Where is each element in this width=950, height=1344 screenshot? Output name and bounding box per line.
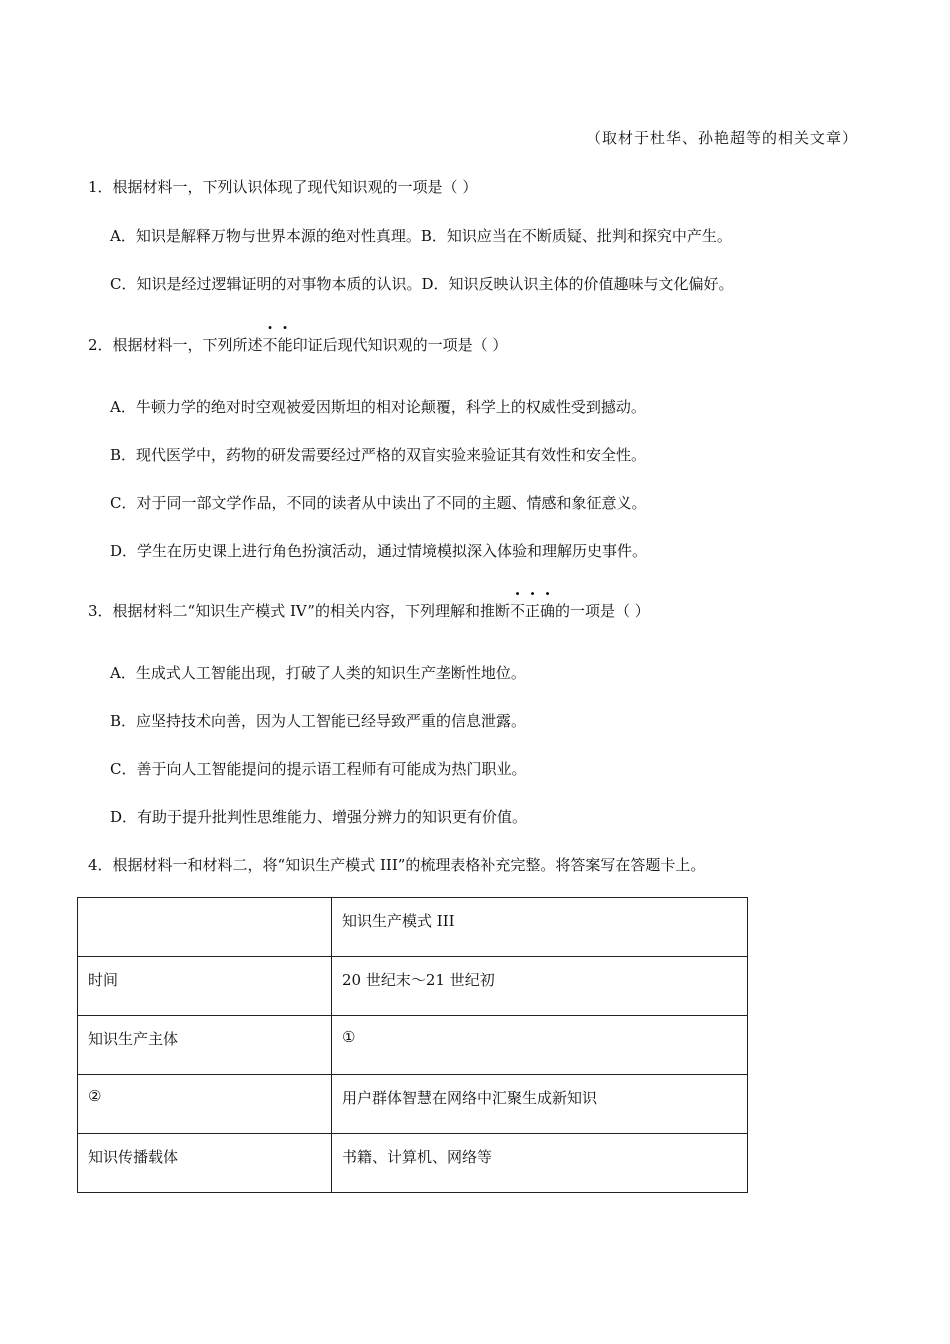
question-2-stem-after: 印证后现代知识观的一项是（ ） [292, 336, 508, 354]
table-cell: 书籍、计算机、网络等 [332, 1134, 748, 1193]
table-cell [78, 898, 332, 957]
question-3-option-d: D．有助于提升批判性思维能力、增强分辨力的知识更有价值。 [110, 808, 528, 826]
question-4-stem: 4．根据材料一和材料二，将“知识生产模式 III”的梳理表格补充完整。将答案写在答题卡上。 [88, 856, 706, 874]
question-3-stem-before: 3．根据材料二“知识生产模式 IV”的相关内容，下列理解和推断 [88, 602, 510, 620]
emphasis-char: 不 [509, 602, 525, 620]
table-cell: 知识生产主体 [78, 1016, 332, 1075]
table-cell: 20 世纪末～21 世纪初 [332, 957, 748, 1016]
question-1-stem: 1．根据材料一，下列认识体现了现代知识观的一项是（ ） [88, 178, 478, 196]
question-2-option-a: A．牛顿力学的绝对时空观被爱因斯坦的相对论颠覆，科学上的权威性受到撼动。 [110, 398, 646, 416]
emphasis-char: 正 [524, 602, 540, 620]
question-3-stem-after: 的一项是（ ） [555, 602, 650, 620]
emphasis-char: 能 [277, 336, 293, 354]
table-cell: 时间 [78, 957, 332, 1016]
table-row [78, 957, 748, 1016]
question-3-option-b: B．应坚持技术向善，因为人工智能已经导致严重的信息泄露。 [110, 712, 527, 730]
question-2-option-c: C．对于同一部文学作品，不同的读者从中读出了不同的主题、情感和象征意义。 [110, 494, 647, 512]
question-1-options-line-2: C．知识是经过逻辑证明的对事物本质的认识。D．知识反映认识主体的价值趣味与文化偏好。 [110, 275, 734, 293]
emphasis-char: 不 [262, 336, 278, 354]
table-row [78, 1134, 748, 1193]
table-cell: ② [78, 1075, 332, 1134]
table-row [78, 898, 748, 957]
question-2-option-d: D．学生在历史课上进行角色扮演活动，通过情境模拟深入体验和理解历史事件。 [110, 542, 648, 560]
question-2-option-b: B．现代医学中，药物的研发需要经过严格的双盲实验来验证其有效性和安全性。 [110, 446, 647, 464]
knowledge-production-table [77, 897, 748, 1193]
question-2-stem [88, 334, 507, 355]
question-2-stem-before: 2．根据材料一，下列所述 [88, 336, 263, 354]
table-cell: ① [332, 1016, 748, 1075]
table-row [78, 1075, 748, 1134]
source-note: （取材于杜华、孙艳超等的相关文章） [585, 129, 858, 147]
question-1-options-line-1: A．知识是解释万物与世界本源的绝对性真理。B．知识应当在不断质疑、批判和探究中产生。 [110, 227, 732, 245]
table-cell: 用户群体智慧在网络中汇聚生成新知识 [332, 1075, 748, 1134]
question-3-stem [88, 600, 650, 621]
emphasis-char: 确 [540, 602, 556, 620]
question-3-option-a: A．生成式人工智能出现，打破了人类的知识生产垄断性地位。 [110, 664, 526, 682]
question-3-option-c: C．善于向人工智能提问的提示语工程师有可能成为热门职业。 [110, 760, 527, 778]
table-cell: 知识传播载体 [78, 1134, 332, 1193]
table-cell: 知识生产模式 III [332, 898, 748, 957]
table-row [78, 1016, 748, 1075]
